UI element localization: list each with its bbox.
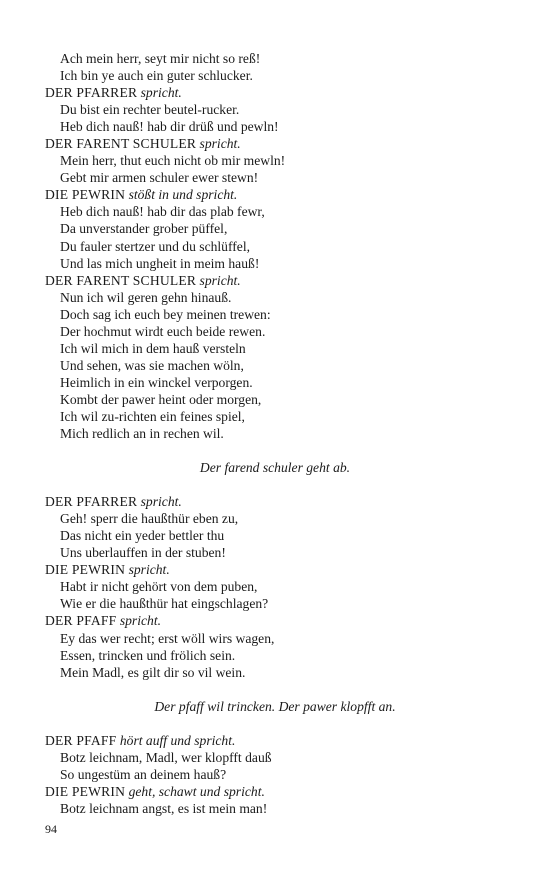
- speaker-line: [45, 612, 505, 629]
- speaker-line: [45, 135, 505, 152]
- spacer: [45, 476, 505, 493]
- stage-direction-inline: hört auff und spricht.: [119, 732, 236, 748]
- verse-line: Geh! sperr die haußthür eben zu,: [60, 511, 239, 527]
- speaker-name: DER PFARRER: [45, 85, 138, 101]
- stage-direction-inline: spricht.: [140, 85, 182, 101]
- speaker-name: DIE PEWRIN: [45, 187, 126, 203]
- verse-line: Heb dich nauß! hab dir drüß und pewln!: [60, 119, 279, 135]
- spacer: [45, 681, 505, 698]
- verse-line: Mich redlich an in rechen wil.: [60, 426, 224, 442]
- verse-line: Kombt der pawer heint oder morgen,: [60, 391, 262, 407]
- speaker-name: DER PFARRER: [45, 494, 138, 510]
- verse-line: Botz leichnam, Madl, wer klopfft dauß: [60, 749, 272, 765]
- stage-direction-inline: spricht.: [199, 272, 241, 288]
- verse-line: Der hochmut wirdt euch beide rewen.: [60, 323, 266, 339]
- stage-direction: Der pfaff wil trincken. Der pawer klopfft an.: [154, 698, 396, 714]
- stage-direction-inline: geht, schawt und spricht.: [128, 783, 265, 799]
- verse-line: Mein Madl, es gilt dir so vil wein.: [60, 664, 246, 680]
- speaker-name: DER PFAFF: [45, 613, 117, 629]
- speaker-name: DER FARENT SCHULER: [45, 272, 197, 288]
- verse-line: Habt ir nicht gehört von dem puben,: [60, 579, 258, 595]
- speaker-line: [45, 186, 505, 203]
- verse-line: Nun ich wil geren gehn hinauß.: [60, 289, 232, 305]
- verse-line: Ey das wer recht; erst wöll wirs wagen,: [60, 630, 275, 646]
- verse-line: Botz leichnam angst, es ist mein man!: [60, 800, 268, 816]
- spacer: [45, 715, 505, 732]
- verse-line: Da unverstander grober püffel,: [60, 221, 228, 237]
- verse-line: Doch sag ich euch bey meinen trewen:: [60, 306, 271, 322]
- verse-line: Heimlich in ein winckel verporgen.: [60, 374, 253, 390]
- play-text: [45, 50, 505, 817]
- speaker-name: DIE PEWRIN: [45, 783, 126, 799]
- stage-direction: Der farend schuler geht ab.: [199, 460, 351, 476]
- verse-line: Du bist ein rechter beutel-rucker.: [60, 102, 240, 118]
- verse-line: Ich wil zu-richten ein feines spiel,: [60, 408, 245, 424]
- verse-line: Du fauler stertzer und du schlüffel,: [60, 238, 250, 254]
- spacer: [45, 442, 505, 459]
- verse-line: Und sehen, was sie machen wöln,: [60, 357, 244, 373]
- verse-line: So ungestüm an deinem hauß?: [60, 766, 227, 782]
- page-number: 94: [45, 822, 57, 836]
- verse-line: Mein herr, thut euch nicht ob mir mewln!: [60, 153, 286, 169]
- speaker-line: [45, 84, 505, 101]
- speaker-line: [45, 493, 505, 510]
- stage-direction-inline: spricht.: [140, 494, 182, 510]
- speaker-line: [45, 783, 505, 800]
- verse-line: Uns uberlauffen in der stuben!: [60, 545, 226, 561]
- verse-line: Ich wil mich in dem hauß versteln: [60, 340, 246, 356]
- stage-direction-inline: stößt in und spricht.: [128, 187, 238, 203]
- verse-line: Und las mich ungheit in meim hauß!: [60, 255, 260, 271]
- verse-line: Essen, trincken und frölich sein.: [60, 647, 236, 663]
- verse-line: Ich bin ye auch ein guter schlucker.: [60, 68, 253, 84]
- stage-direction-inline: spricht.: [119, 613, 162, 629]
- stage-direction-inline: spricht.: [199, 136, 241, 152]
- verse-line: Gebt mir armen schuler ewer stewn!: [60, 170, 259, 186]
- speaker-name: DER FARENT SCHULER: [45, 136, 197, 152]
- speaker-line: [45, 272, 505, 289]
- verse-line: Heb dich nauß! hab dir das plab fewr,: [60, 204, 265, 220]
- verse-line: Ach mein herr, seyt mir nicht so reß!: [60, 51, 261, 66]
- verse-line: Das nicht ein yeder bettler thu: [60, 528, 225, 544]
- stage-direction-inline: spricht.: [128, 562, 170, 578]
- speaker-name: DIE PEWRIN: [45, 562, 126, 578]
- speaker-line: [45, 561, 505, 578]
- speaker-name: DER PFAFF: [45, 732, 117, 748]
- verse-line: Wie er die haußthür hat eingschlagen?: [60, 596, 269, 612]
- speaker-line: [45, 732, 505, 749]
